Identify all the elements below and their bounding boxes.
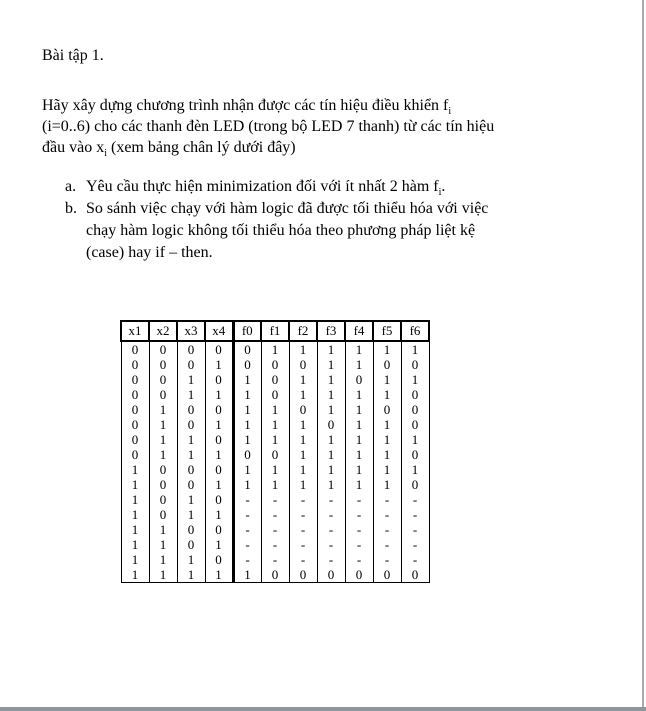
intro-paragraph: [42, 95, 646, 158]
table-cell: 0: [205, 372, 233, 387]
table-cell: 1: [233, 462, 261, 477]
table-cell: 0: [177, 477, 205, 492]
table-row: [121, 447, 429, 462]
table-cell: 1: [149, 537, 177, 552]
table-cell: 0: [233, 341, 261, 357]
list-line: [86, 220, 488, 242]
table-cell: 0: [401, 447, 429, 462]
truth-table-wrap: [120, 320, 646, 583]
text-segment: (case) hay if – then.: [86, 244, 213, 261]
table-cell: 0: [149, 492, 177, 507]
intro-line: [42, 137, 646, 158]
table-cell: 0: [121, 447, 149, 462]
table-cell: 1: [289, 477, 317, 492]
table-cell: 1: [177, 372, 205, 387]
table-cell: 1: [121, 522, 149, 537]
table-cell: 0: [401, 387, 429, 402]
table-cell: 1: [345, 387, 373, 402]
table-cell: 1: [121, 492, 149, 507]
table-cell: 1: [177, 492, 205, 507]
table-row: [121, 462, 429, 477]
table-cell: -: [233, 522, 261, 537]
table-cell: 0: [149, 387, 177, 402]
table-cell: 0: [289, 567, 317, 583]
table-cell: -: [317, 492, 345, 507]
table-cell: -: [373, 507, 401, 522]
table-cell: 0: [205, 432, 233, 447]
table-cell: 1: [345, 432, 373, 447]
text-segment: đầu vào x: [42, 139, 105, 156]
table-cell: 0: [205, 492, 233, 507]
table-cell: 0: [345, 372, 373, 387]
list-item-text: [86, 198, 488, 264]
table-cell: 0: [121, 341, 149, 357]
table-cell: -: [289, 552, 317, 567]
table-cell: 1: [233, 432, 261, 447]
table-cell: 1: [121, 567, 149, 583]
table-cell: -: [401, 492, 429, 507]
table-row: [121, 567, 429, 583]
table-cell: 1: [177, 447, 205, 462]
table-cell: 1: [233, 477, 261, 492]
table-cell: 1: [205, 357, 233, 372]
table-cell: 1: [345, 357, 373, 372]
table-cell: 0: [289, 357, 317, 372]
table-cell: 1: [261, 341, 289, 357]
table-cell: -: [345, 507, 373, 522]
table-cell: 0: [289, 402, 317, 417]
table-cell: 0: [149, 462, 177, 477]
table-cell: 0: [261, 447, 289, 462]
table-cell: -: [261, 507, 289, 522]
table-cell: 1: [233, 387, 261, 402]
table-cell: 1: [345, 402, 373, 417]
page-edge-shadow-bottom: [0, 707, 646, 711]
table-cell: 0: [261, 387, 289, 402]
table-cell: -: [345, 552, 373, 567]
table-row: [121, 552, 429, 567]
list-item-text: [86, 176, 445, 198]
table-row: [121, 417, 429, 432]
subscript-text: i: [438, 187, 442, 199]
table-cell: 1: [401, 341, 429, 357]
table-cell: -: [401, 537, 429, 552]
table-cell: 1: [149, 432, 177, 447]
table-cell: 1: [261, 417, 289, 432]
table-cell: -: [289, 507, 317, 522]
table-cell: 1: [289, 447, 317, 462]
table-cell: -: [373, 492, 401, 507]
column-header: f2: [289, 321, 317, 341]
table-cell: 1: [345, 341, 373, 357]
table-cell: 1: [373, 387, 401, 402]
table-cell: 0: [149, 477, 177, 492]
table-cell: 1: [373, 477, 401, 492]
table-cell: 0: [149, 341, 177, 357]
table-cell: 0: [317, 567, 345, 583]
table-cell: 1: [149, 402, 177, 417]
column-header: f6: [401, 321, 429, 341]
table-row: [121, 432, 429, 447]
table-row: [121, 507, 429, 522]
table-cell: 0: [149, 357, 177, 372]
table-cell: 0: [177, 537, 205, 552]
table-cell: 1: [289, 432, 317, 447]
table-cell: -: [261, 552, 289, 567]
table-cell: -: [373, 537, 401, 552]
table-cell: 0: [373, 402, 401, 417]
subscript-text: i: [448, 106, 452, 118]
table-cell: 1: [317, 432, 345, 447]
table-cell: 1: [205, 417, 233, 432]
table-cell: 0: [121, 402, 149, 417]
table-cell: -: [289, 522, 317, 537]
table-cell: 0: [261, 372, 289, 387]
table-cell: 1: [233, 417, 261, 432]
table-cell: 1: [373, 417, 401, 432]
table-cell: 1: [149, 417, 177, 432]
table-cell: 1: [317, 477, 345, 492]
table-cell: 1: [121, 462, 149, 477]
table-cell: 0: [233, 447, 261, 462]
table-cell: 1: [261, 402, 289, 417]
table-cell: -: [233, 552, 261, 567]
table-cell: 1: [149, 567, 177, 583]
table-cell: 1: [317, 357, 345, 372]
table-cell: -: [261, 522, 289, 537]
table-row: [121, 492, 429, 507]
table-cell: 0: [177, 402, 205, 417]
table-cell: 0: [177, 357, 205, 372]
table-cell: 1: [233, 567, 261, 583]
table-cell: 1: [289, 462, 317, 477]
table-cell: 1: [205, 567, 233, 583]
table-row: [121, 522, 429, 537]
table-cell: -: [289, 492, 317, 507]
page-edge-shadow-right: [642, 0, 644, 711]
table-cell: 0: [401, 357, 429, 372]
list-line: [86, 242, 488, 264]
table-cell: 1: [177, 387, 205, 402]
table-row: [121, 477, 429, 492]
table-cell: 0: [261, 567, 289, 583]
table-cell: -: [373, 522, 401, 537]
task-item: [65, 176, 646, 198]
table-cell: 1: [149, 552, 177, 567]
list-line: [86, 176, 445, 198]
table-cell: 1: [345, 477, 373, 492]
table-cell: 1: [401, 372, 429, 387]
table-cell: 0: [205, 522, 233, 537]
table-cell: 0: [121, 432, 149, 447]
table-cell: 0: [149, 372, 177, 387]
table-cell: 1: [317, 341, 345, 357]
table-cell: 0: [401, 567, 429, 583]
column-header: f1: [261, 321, 289, 341]
task-list: [65, 176, 646, 264]
column-header: f5: [373, 321, 401, 341]
table-cell: -: [233, 537, 261, 552]
table-cell: 0: [205, 552, 233, 567]
table-row: [121, 537, 429, 552]
column-header: x2: [149, 321, 177, 341]
table-cell: 1: [121, 507, 149, 522]
intro-line: [42, 116, 646, 137]
table-cell: 1: [401, 432, 429, 447]
table-cell: 1: [345, 447, 373, 462]
table-cell: 1: [373, 447, 401, 462]
text-segment: Yêu cầu thực hiện minimization đối với ít nhất 2 hàm f: [86, 178, 439, 195]
table-cell: 1: [121, 537, 149, 552]
table-cell: 0: [401, 477, 429, 492]
table-cell: 1: [121, 552, 149, 567]
table-cell: 0: [373, 567, 401, 583]
table-cell: 1: [401, 462, 429, 477]
table-cell: 0: [401, 402, 429, 417]
table-cell: 1: [345, 417, 373, 432]
table-cell: 1: [317, 372, 345, 387]
table-row: [121, 387, 429, 402]
table-cell: 0: [121, 387, 149, 402]
table-cell: 1: [177, 507, 205, 522]
table-cell: -: [401, 507, 429, 522]
text-segment: (xem bảng chân lý dưới đây): [106, 139, 296, 156]
text-segment: (i=0..6) cho các thanh đèn LED (trong bộ LED 7 thanh) từ các tín hiệu: [42, 118, 495, 135]
header-row: [121, 321, 429, 341]
column-header: x1: [121, 321, 149, 341]
table-cell: 0: [121, 417, 149, 432]
table-cell: 0: [177, 341, 205, 357]
table-cell: 1: [345, 462, 373, 477]
table-cell: -: [345, 537, 373, 552]
table-cell: 1: [289, 417, 317, 432]
table-cell: 1: [233, 372, 261, 387]
table-cell: 0: [233, 357, 261, 372]
table-cell: 1: [317, 387, 345, 402]
table-row: [121, 357, 429, 372]
table-cell: -: [345, 492, 373, 507]
list-line: [86, 198, 488, 220]
table-cell: -: [401, 522, 429, 537]
table-cell: -: [317, 507, 345, 522]
table-cell: -: [401, 552, 429, 567]
subscript-text: i: [104, 148, 107, 160]
table-cell: 1: [177, 552, 205, 567]
table-cell: 1: [261, 477, 289, 492]
task-item: [65, 198, 646, 264]
text-segment: chạy hàm logic không tối thiểu hóa theo phương pháp liệt kệ: [86, 222, 476, 239]
truth-table: [120, 320, 430, 583]
table-cell: 0: [177, 522, 205, 537]
text-segment: So sánh việc chạy với hàm logic đã được tối thiểu hóa với việc: [86, 200, 489, 217]
table-cell: 1: [149, 522, 177, 537]
table-cell: 1: [317, 402, 345, 417]
column-header: x4: [205, 321, 233, 341]
table-cell: 0: [401, 417, 429, 432]
truth-table-body: [121, 341, 429, 583]
table-cell: 0: [149, 507, 177, 522]
table-cell: -: [373, 552, 401, 567]
table-cell: -: [261, 492, 289, 507]
table-row: [121, 372, 429, 387]
truth-table-header: [121, 321, 429, 341]
table-cell: 1: [177, 432, 205, 447]
intro-line: [42, 95, 646, 116]
table-cell: 0: [345, 567, 373, 583]
table-cell: 0: [121, 357, 149, 372]
table-row: [121, 402, 429, 417]
table-cell: -: [261, 537, 289, 552]
table-cell: 1: [373, 372, 401, 387]
table-row: [121, 341, 429, 357]
table-cell: -: [317, 537, 345, 552]
table-cell: 0: [205, 462, 233, 477]
column-header: f3: [317, 321, 345, 341]
table-cell: 1: [205, 447, 233, 462]
table-cell: 1: [149, 447, 177, 462]
table-cell: 1: [373, 341, 401, 357]
list-marker: a.: [65, 178, 77, 195]
table-cell: -: [289, 537, 317, 552]
table-cell: 0: [373, 357, 401, 372]
table-cell: 1: [205, 477, 233, 492]
table-cell: 0: [205, 402, 233, 417]
text-segment: Hãy xây dựng chương trình nhận được các tín hiệu điều khiển f: [42, 97, 449, 114]
table-cell: -: [233, 507, 261, 522]
table-cell: 0: [121, 372, 149, 387]
table-cell: 0: [261, 357, 289, 372]
table-cell: 1: [261, 432, 289, 447]
table-cell: 1: [233, 402, 261, 417]
table-cell: 1: [289, 341, 317, 357]
table-cell: 1: [373, 462, 401, 477]
table-cell: -: [233, 492, 261, 507]
table-cell: -: [345, 522, 373, 537]
table-cell: -: [317, 522, 345, 537]
table-cell: 1: [289, 372, 317, 387]
table-cell: 0: [317, 417, 345, 432]
column-header: x3: [177, 321, 205, 341]
text-segment: .: [441, 178, 446, 195]
table-cell: 1: [261, 462, 289, 477]
table-cell: 1: [205, 537, 233, 552]
table-cell: 1: [317, 462, 345, 477]
table-cell: 1: [317, 447, 345, 462]
list-marker: b.: [65, 200, 77, 217]
table-cell: 1: [289, 387, 317, 402]
column-header: f4: [345, 321, 373, 341]
page-title: Bài tập 1.: [42, 47, 104, 64]
table-cell: -: [317, 552, 345, 567]
column-header: f0: [233, 321, 261, 341]
table-cell: 1: [121, 477, 149, 492]
table-cell: 0: [177, 417, 205, 432]
table-cell: 1: [205, 507, 233, 522]
table-cell: 0: [177, 462, 205, 477]
table-cell: 1: [205, 387, 233, 402]
table-cell: 1: [177, 567, 205, 583]
table-cell: 0: [205, 341, 233, 357]
table-cell: 1: [373, 432, 401, 447]
